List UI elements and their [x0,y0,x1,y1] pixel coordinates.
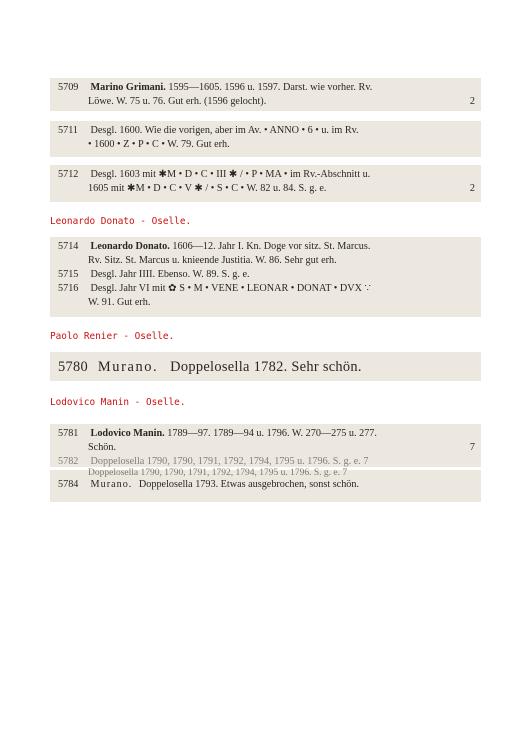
entry-text: Doppelosella 1790, 1790, 1791, 1792, 1794, 1795 u. 1796. S. g. e. 7 [88,468,348,478]
entry-text: Doppelosella 1793. Etwas ausgebrochen, sonst schön. [138,479,360,490]
entry-line [58,254,475,268]
entry-text: Desgl. 1600. Wie die vorigen, aber im Av. • ANNO • 6 • u. im Rv. [90,125,359,136]
entry-text: Löwe. W. 75 u. 76. Gut erh. (1596 gelocht). [88,96,267,107]
entry-text: Doppelosella 1782. Sehr schön. [170,359,362,375]
entry-strip-5780 [50,352,481,381]
entry-line [58,81,475,95]
entry-number: 5712 [58,169,79,180]
entry-strip-5781 [50,424,481,467]
entry-line [58,138,475,152]
entry-text: Schön. [88,442,117,453]
entry-line-cut [58,470,475,478]
entry-text: • 1600 • Z • P • C • W. 79. Gut erh. [88,139,230,150]
entry-name: Murano. [90,479,133,490]
section-heading-renier: Paolo Renier - Oselle. [50,331,175,342]
entry-name: Murano. [97,359,159,375]
entry-count: 2 [469,96,475,107]
entry-number: 5711 [58,125,78,136]
entry-line [58,296,475,310]
entry-text: 1595—1605. 1596 u. 1597. Darst. wie vorher. Rv. [168,82,373,93]
entry-line [58,478,475,492]
entry-text: 1789—97. 1789—94 u. 1796. W. 270—275 u. 277. [167,428,377,439]
entry-text: Rv. Sitz. St. Marcus u. knieende Justitia. W. 86. Sehr gut erh. [88,255,337,266]
entry-text: Doppelosella 1790, 1790, 1791, 1792, 1794, 1795 u. 1796. S. g. e. 7 [90,456,369,467]
entry-strip-5714 [50,237,481,317]
entry-line [58,282,475,296]
entry-line [58,240,475,254]
entry-line [58,355,475,379]
entry-number: 5716 [58,283,79,294]
entry-count: 2 [469,183,475,194]
entry-number: 5782 [58,456,79,467]
entry-number: 5784 [58,479,79,490]
entry-number: 5780 [58,359,88,375]
entry-text: Desgl. Jahr VI mit ✿ S • M • VENE • LEONAR • DONAT • DVX ∵ [90,283,372,294]
entry-text: 1606—12. Jahr I. Kn. Doge vor sitz. St. Marcus. [172,241,371,252]
entry-strip-5711 [50,121,481,157]
entry-line [58,168,475,182]
entry-line-cut [58,455,475,467]
entry-name: Marino Grimani. [90,82,166,93]
entry-strip-5709 [50,78,481,111]
entry-count: 7 [469,442,475,453]
entry-line [58,441,475,455]
entry-strip-5784 [50,470,481,502]
entry-number: 5781 [58,428,79,439]
entry-line [58,182,475,196]
entry-line [58,268,475,282]
entry-number: 5709 [58,82,79,93]
entry-name: Lodovico Manin. [90,428,165,439]
entry-number: 5714 [58,241,79,252]
entry-line [58,124,475,138]
entry-line [58,427,475,441]
section-heading-donato: Leonardo Donato - Oselle. [50,216,192,227]
entry-text: 1605 mit ✱M • D • C • V ✱ / • S • C • W. 82 u. 84. S. g. e. [88,183,327,194]
entry-number: 5715 [58,269,79,280]
entry-line [58,95,475,109]
entry-text: Desgl. 1603 mit ✱M • D • C • III ✱ / • P • MA • im Rv.-Abschnitt u. [90,169,371,180]
entry-name: Leonardo Donato. [90,241,170,252]
entry-text: Desgl. Jahr IIII. Ebenso. W. 89. S. g. e. [90,269,250,280]
entry-text: W. 91. Gut erh. [88,297,151,308]
entry-strip-5712 [50,165,481,202]
section-heading-manin: Lodovico Manin - Oselle. [50,397,186,408]
